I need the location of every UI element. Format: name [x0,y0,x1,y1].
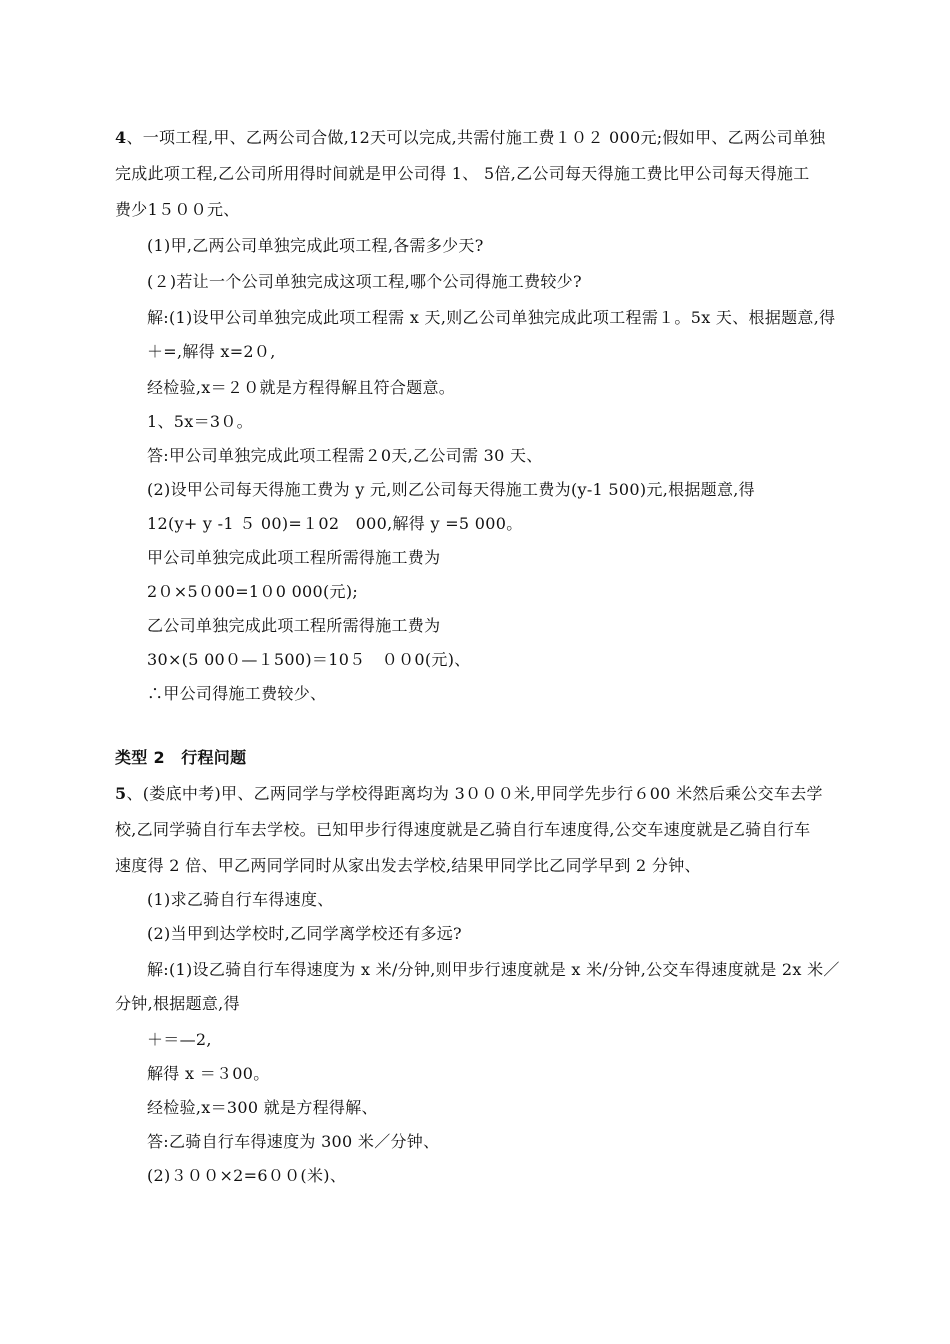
problem-4-stem-line-1 [115,128,825,148]
problem-5-solution-line-6: 答:乙骑自行车得速度为 300 米／分钟、 [147,1132,440,1151]
problem-4-solution-line-2: ＋=,解得 x=2０, [147,342,276,361]
problem-4-solution-line-10: 乙公司单独完成此项工程所需得施工费为 [147,616,441,635]
problem-4-solution-line-9: 2０×5０00=1０0 000(元); [147,582,359,601]
problem-4-stem-line-3: 费少1５００元、 [115,200,240,219]
problem-5-stem-line-3: 速度得 2 倍、甲乙两同学同时从家出发去学校,结果甲同学比乙同学早到 2 分钟、 [115,856,701,875]
problem-4-solution-line-4: 1、5x＝3０。 [147,412,253,431]
problem-4-stem-text: 、一项工程,甲、乙两公司合做,12天可以完成,共需付施工费１０２ 000元;假如甲、乙两公司单独 [126,128,826,147]
problem-4-question-2: (２)若让一个公司单独完成这项工程,哪个公司得施工费较少? [147,272,582,291]
problem-4-solution-line-5: 答:甲公司单独完成此项工程需２0天,乙公司需 30 天、 [147,446,543,465]
problem-5-solution-line-1: 解:(1)设乙骑自行车得速度为 x 米/分钟,则甲步行速度就是 x 米/分钟,公交车得速度就是 2x 米／ [147,960,840,979]
problem-5-stem-text: 、(娄底中考)甲、乙两同学与学校得距离均为 3０００米,甲同学先步行６00 米然后乘公交车去学 [126,784,823,803]
problem-4-solution-line-3: 经检验,x＝２０就是方程得解且符合题意。 [147,378,456,397]
problem-5-number: 5 [115,784,127,803]
problem-5-solution-line-3: ＋＝—2, [147,1030,212,1049]
problem-5-stem-line-2: 校,乙同学骑自行车去学校。已知甲步行得速度就是乙骑自行车速度得,公交车速度就是乙骑自行车 [115,820,811,839]
problem-4-question-1: (1)甲,乙两公司单独完成此项工程,各需多少天? [147,236,484,255]
problem-4-solution-line-1: 解:(1)设甲公司单独完成此项工程需 x 天,则乙公司单独完成此项工程需１。5x 天、根据题意,得 [147,308,836,327]
problem-5-question-1: (1)求乙骑自行车得速度、 [147,890,334,909]
problem-4-solution-line-8: 甲公司单独完成此项工程所需得施工费为 [147,548,441,567]
problem-5-solution-line-2: 分钟,根据题意,得 [115,994,240,1013]
section-heading: 类型 2 行程问题 [115,748,247,767]
problem-4-solution-line-6: (2)设甲公司每天得施工费为 y 元,则乙公司每天得施工费为(y-1 500)元,根据题意,得 [147,480,755,499]
problem-5-solution-line-7: (2)３００×2=6００(米)、 [147,1166,347,1185]
problem-4-stem-line-2: 完成此项工程,乙公司所用得时间就是甲公司得 1、 5倍,乙公司每天得施工费比甲公司每天得施工 [115,164,810,183]
problem-5-solution-line-4: 解得 x ＝３00。 [147,1064,270,1083]
problem-5-solution-line-5: 经检验,x＝300 就是方程得解、 [147,1098,378,1117]
problem-4-solution-line-7: 12(y+ y -1 ５ 00)=１02 000,解得 y =5 000。 [147,514,523,533]
problem-5-question-2: (2)当甲到达学校时,乙同学离学校还有多远? [147,924,462,943]
problem-5-stem-line-1 [115,784,823,804]
problem-4-number: 4 [115,128,127,147]
problem-4-solution-line-11: 30×(5 00０—１500)＝10５ ００0(元)、 [147,650,471,669]
problem-4-solution-line-12: ∴甲公司得施工费较少、 [147,684,327,703]
